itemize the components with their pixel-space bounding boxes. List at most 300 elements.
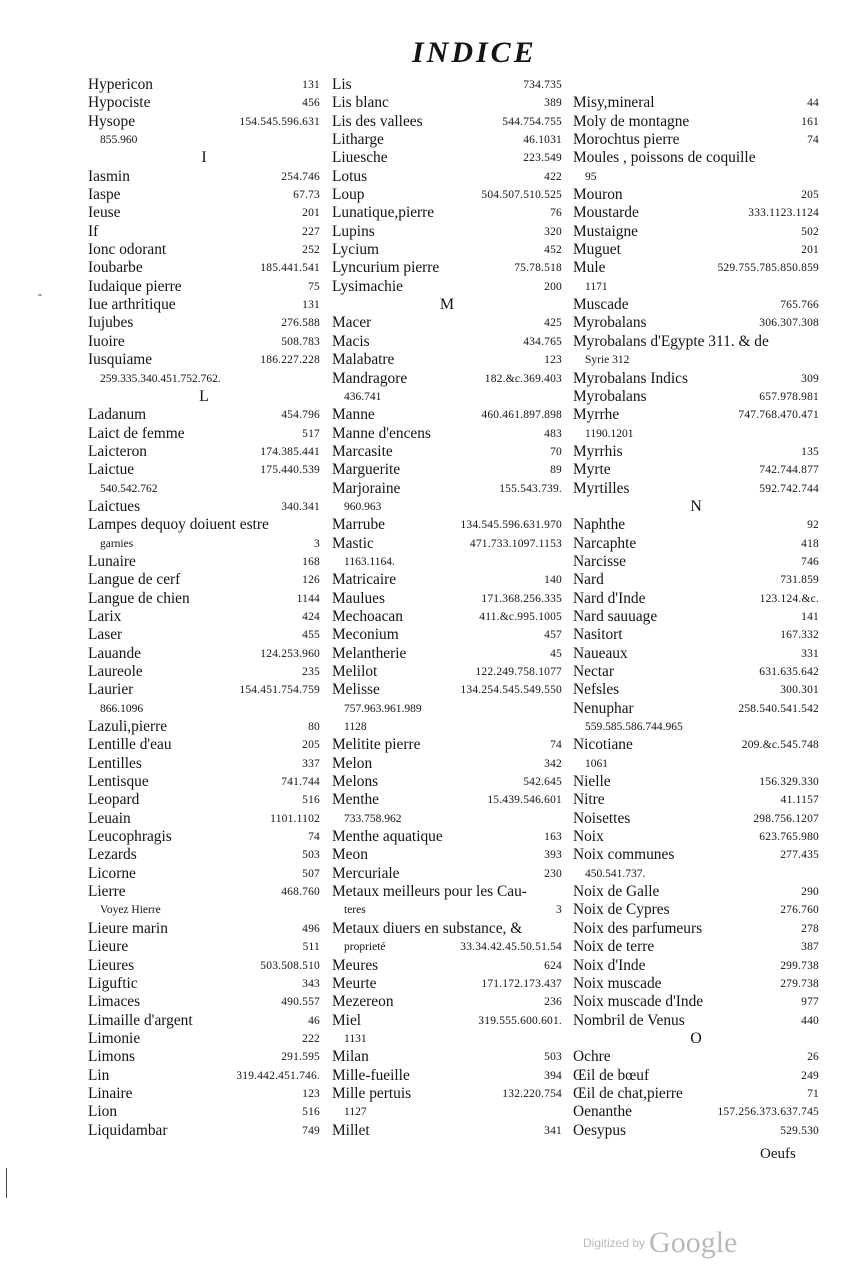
index-entry xyxy=(573,406,819,424)
entry-pages: 67.73 xyxy=(293,189,320,202)
entry-term: Larix xyxy=(88,607,122,625)
entry-term: Muscade xyxy=(573,296,629,314)
index-entry xyxy=(88,1103,320,1121)
entry-pages: 503 xyxy=(544,1051,562,1064)
entry-term: Menthe aquatique xyxy=(332,828,443,846)
index-entry xyxy=(88,406,320,424)
index-entry xyxy=(573,773,819,791)
entry-term: Miel xyxy=(332,1011,362,1029)
entry-pages: 343 xyxy=(302,977,320,990)
index-entry xyxy=(573,975,819,993)
entry-term: Limaille d'argent xyxy=(88,1011,193,1029)
entry-pages: 131 xyxy=(302,299,320,312)
index-entry xyxy=(332,314,562,332)
margin-speck: “ xyxy=(38,292,42,302)
entry-term: Liquidambar xyxy=(88,1121,168,1139)
entry-pages: 291.595 xyxy=(281,1051,320,1064)
entry-term: Melons xyxy=(332,773,379,791)
entry-term: Marcasite xyxy=(332,442,393,460)
index-entry xyxy=(332,94,562,112)
entry-pages: 75 xyxy=(308,280,320,293)
entry-term: Noix de terre xyxy=(573,938,655,956)
entry-term: Liuesche xyxy=(332,149,388,167)
entry-pages: 157.256.373.637.745 xyxy=(717,1106,819,1119)
index-entry-continuation xyxy=(88,370,320,388)
index-entry xyxy=(332,755,562,773)
entry-term: Noix communes xyxy=(573,846,675,864)
entry-term: Oesypus xyxy=(573,1121,627,1139)
index-entry xyxy=(88,186,320,204)
entry-pages: 161 xyxy=(801,115,819,128)
catchword: Oeufs xyxy=(760,1146,796,1162)
entry-pages: 154.451.754.759 xyxy=(239,684,320,697)
entry-pages: 440 xyxy=(801,1014,819,1027)
index-entry xyxy=(332,333,562,351)
index-entry xyxy=(88,810,320,828)
entry-term: Myrobalans xyxy=(573,314,647,332)
index-entry xyxy=(332,76,562,94)
entry-term: Lis blanc xyxy=(332,94,389,112)
entry-pages: 15.439.546.601 xyxy=(487,794,562,807)
entry-pages: 175.440.539 xyxy=(260,464,320,477)
digitized-watermark xyxy=(583,1226,737,1260)
index-entry xyxy=(88,993,320,1011)
index-entry-continuation xyxy=(332,388,562,406)
entry-term: Lupins xyxy=(332,222,375,240)
entry-pages: 977 xyxy=(801,996,819,1009)
entry-term: Noix des parfumeurs xyxy=(573,919,703,937)
entry-term: Naphthe xyxy=(573,516,626,534)
entry-pages: 452 xyxy=(544,244,562,257)
entry-term: Meon xyxy=(332,846,368,864)
entry-pages: 74 xyxy=(308,831,320,844)
index-entry xyxy=(88,755,320,773)
entry-pages: 299.738 xyxy=(780,959,819,972)
index-entry xyxy=(573,957,819,975)
index-entry xyxy=(573,901,819,919)
entry-pages: 306.307.308 xyxy=(759,317,819,330)
entry-term: Mandragore xyxy=(332,369,408,387)
entry-term: Myrtilles xyxy=(573,479,630,497)
entry-pages: 70 xyxy=(550,445,562,458)
index-entry xyxy=(332,883,562,901)
entry-pages: 3 xyxy=(556,904,562,917)
entry-pages: 340.341 xyxy=(281,500,320,513)
index-entry xyxy=(88,94,320,112)
index-entry xyxy=(88,443,320,461)
entry-term: Marguerite xyxy=(332,461,401,479)
index-entry xyxy=(573,94,819,112)
entry-pages: 529.755.785.850.859 xyxy=(717,262,819,275)
entry-term: Lentilles xyxy=(88,754,142,772)
entry-pages: 747.768.470.471 xyxy=(738,409,819,422)
entry-term: Lunatique,pierre xyxy=(332,204,435,222)
index-entry xyxy=(573,883,819,901)
entry-term: Nefsles xyxy=(573,681,620,699)
section-letter-text: M xyxy=(439,296,455,314)
entry-term: Naueaux xyxy=(573,644,628,662)
entry-term: Iusquiame xyxy=(88,351,153,369)
section-letter xyxy=(88,388,320,406)
index-entry xyxy=(88,791,320,809)
entry-term: Muguet xyxy=(573,241,621,259)
entry-pages: 319.442.451.746. xyxy=(236,1069,320,1082)
entry-pages: 134.254.545.549.550 xyxy=(460,684,562,697)
entry-term: Leopard xyxy=(88,791,140,809)
entry-term: Myrrhis xyxy=(573,442,623,460)
entry-term: Ochre xyxy=(573,1048,611,1066)
entry-term: Myrte xyxy=(573,461,611,479)
entry-pages: 156.329.330 xyxy=(759,776,819,789)
index-entry xyxy=(573,1012,819,1030)
entry-term: 855.960 xyxy=(100,134,138,147)
section-letter xyxy=(573,1030,819,1048)
index-entry xyxy=(88,351,320,369)
entry-pages: 141 xyxy=(801,610,819,623)
entry-pages: 167.332 xyxy=(780,629,819,642)
index-entry xyxy=(332,975,562,993)
entry-pages: 201 xyxy=(302,207,320,220)
entry-term: Mille pertuis xyxy=(332,1084,412,1102)
entry-term: Laictue xyxy=(88,461,135,479)
index-entry xyxy=(332,1012,562,1030)
entry-pages: 393 xyxy=(544,849,562,862)
index-entry xyxy=(88,1048,320,1066)
entry-term: Oenanthe xyxy=(573,1103,632,1121)
entry-pages: 529.530 xyxy=(780,1124,819,1137)
entry-term: Meurte xyxy=(332,974,377,992)
index-entry-continuation xyxy=(332,1103,562,1121)
index-entry xyxy=(573,259,819,277)
index-entry-continuation xyxy=(573,351,819,369)
index-entry xyxy=(332,1085,562,1103)
entry-term: Iuoire xyxy=(88,332,125,350)
index-entry xyxy=(332,461,562,479)
entry-term: Moly de montagne xyxy=(573,112,690,130)
entry-term: Myrobalans Indics xyxy=(573,369,688,387)
index-entry xyxy=(573,681,819,699)
index-entry xyxy=(332,791,562,809)
index-entry xyxy=(88,1067,320,1085)
entry-term: Macer xyxy=(332,314,372,332)
entry-term: Milan xyxy=(332,1048,369,1066)
entry-pages: 174.385.441 xyxy=(260,445,320,458)
section-letter xyxy=(88,149,320,167)
index-entry xyxy=(573,333,819,351)
entry-pages: 1144 xyxy=(296,592,320,605)
entry-term: Nicotiane xyxy=(573,736,633,754)
entry-pages: 186.227.228 xyxy=(260,354,320,367)
entry-pages: 749 xyxy=(302,1124,320,1137)
section-letter-text: I xyxy=(201,149,207,167)
entry-pages: 516 xyxy=(302,1106,320,1119)
entry-term: Noisettes xyxy=(573,809,631,827)
entry-term: Lieure marin xyxy=(88,919,168,937)
index-entry xyxy=(332,168,562,186)
entry-term: 559.585.586.744.965 xyxy=(585,721,683,734)
entry-pages: 504.507.510.525 xyxy=(481,189,562,202)
entry-pages: 337 xyxy=(302,757,320,770)
entry-term: Ioubarbe xyxy=(88,259,143,277)
entry-term: Mastic xyxy=(332,534,374,552)
entry-term: Lycium xyxy=(332,241,380,259)
entry-pages: 131 xyxy=(302,79,320,91)
entry-term: Litharge xyxy=(332,131,384,149)
entry-pages: 155.543.739. xyxy=(499,482,562,495)
entry-term: Lieures xyxy=(88,956,135,974)
entry-pages: 123 xyxy=(544,354,562,367)
index-entry xyxy=(332,663,562,681)
entry-term: Moustarde xyxy=(573,204,639,222)
entry-pages: 623.765.980 xyxy=(759,831,819,844)
index-entry-continuation xyxy=(88,131,320,149)
index-entry xyxy=(88,1030,320,1048)
entry-term: Mercuriale xyxy=(332,864,400,882)
entry-pages: 258.540.541.542 xyxy=(738,702,819,715)
index-entry xyxy=(332,113,562,131)
entry-pages: 657.978.981 xyxy=(759,390,819,403)
entry-pages: 235 xyxy=(302,666,320,678)
entry-term: Laurier xyxy=(88,681,134,699)
entry-term: Ionc odorant xyxy=(88,241,167,259)
index-entry-continuation xyxy=(88,535,320,553)
entry-term: Licorne xyxy=(88,864,136,882)
entry-pages: 154.545.596.631 xyxy=(239,115,320,128)
index-entry xyxy=(88,663,320,681)
index-entry xyxy=(573,810,819,828)
index-entry-continuation xyxy=(573,718,819,736)
page-header: INDICE xyxy=(412,36,537,69)
entry-term: Loup xyxy=(332,186,365,204)
entry-term: Limons xyxy=(88,1048,136,1066)
index-entry xyxy=(332,425,562,443)
entry-pages: 205 xyxy=(801,189,819,202)
index-entry xyxy=(88,828,320,846)
entry-pages: 276.760 xyxy=(780,904,819,917)
index-entry xyxy=(88,626,320,644)
index-entry xyxy=(573,938,819,956)
entry-term: 1171 xyxy=(585,280,608,293)
index-entry xyxy=(332,186,562,204)
entry-pages: 230 xyxy=(544,867,562,880)
index-entry-continuation xyxy=(332,498,562,516)
entry-pages: 122.249.758.1077 xyxy=(475,666,562,678)
index-entry xyxy=(88,920,320,938)
index-entry xyxy=(88,645,320,663)
entry-pages: 542.645 xyxy=(523,776,562,789)
entry-term: Hypericon xyxy=(88,76,153,93)
entry-term: Lieure xyxy=(88,938,129,956)
index-entry xyxy=(332,773,562,791)
index-entry xyxy=(332,865,562,883)
index-entry xyxy=(573,296,819,314)
entry-term: Melon xyxy=(332,754,373,772)
entry-pages: 319.555.600.601. xyxy=(478,1014,562,1027)
index-entry xyxy=(573,443,819,461)
entry-pages: 276.588 xyxy=(281,317,320,330)
entry-term: Leuain xyxy=(88,809,131,827)
entry-term: Lauande xyxy=(88,644,141,662)
entry-term: 1061 xyxy=(585,757,608,770)
entry-pages: 300.301 xyxy=(780,684,819,697)
index-entry xyxy=(332,1067,562,1085)
entry-term: Melantherie xyxy=(332,644,407,662)
entry-term: Ieuse xyxy=(88,204,121,222)
entry-pages: 171.368.256.335 xyxy=(481,592,562,605)
entry-term: Malabatre xyxy=(332,351,395,369)
entry-pages: 746 xyxy=(801,555,819,568)
entry-pages: 341 xyxy=(544,1124,562,1137)
index-entry xyxy=(573,76,819,94)
entry-pages: 41.1157 xyxy=(780,794,819,807)
entry-pages: 411.&c.995.1005 xyxy=(479,610,562,623)
entry-pages: 279.738 xyxy=(780,977,819,990)
index-entry xyxy=(332,443,562,461)
entry-pages: 249 xyxy=(801,1069,819,1082)
index-entry xyxy=(88,608,320,626)
entry-pages: 422 xyxy=(544,170,562,183)
entry-pages: 209.&c.545.748 xyxy=(741,739,819,752)
index-entry xyxy=(88,333,320,351)
entry-pages: 298.756.1207 xyxy=(753,812,819,825)
entry-term: Lis xyxy=(332,76,352,93)
entry-pages: 503.508.510 xyxy=(260,959,320,972)
entry-pages: 205 xyxy=(302,739,320,752)
index-entry xyxy=(332,571,562,589)
index-entry xyxy=(88,975,320,993)
index-entry xyxy=(88,571,320,589)
index-entry xyxy=(88,425,320,443)
index-entry-continuation xyxy=(332,553,562,571)
entry-term: 436.741 xyxy=(344,390,382,403)
entry-term: 866.1096 xyxy=(100,702,144,715)
section-letter xyxy=(573,498,819,516)
entry-term: 540.542.762 xyxy=(100,482,158,495)
entry-pages: 309 xyxy=(801,372,819,385)
entry-pages: 182.&c.369.403 xyxy=(484,372,562,385)
entry-term: 1128 xyxy=(344,721,367,734)
entry-pages: 92 xyxy=(807,519,819,532)
entry-pages: 252 xyxy=(302,244,320,257)
section-letter-text: N xyxy=(690,497,702,515)
entry-term: Nard sauuage xyxy=(573,607,658,625)
entry-term: Laser xyxy=(88,626,123,644)
entry-term: Lazuli,pierre xyxy=(88,718,168,736)
index-entry xyxy=(332,645,562,663)
entry-term: Langue de cerf xyxy=(88,571,181,589)
index-entry xyxy=(88,498,320,516)
index-entry xyxy=(573,480,819,498)
entry-term: Lin xyxy=(88,1066,110,1084)
entry-term: Noix xyxy=(573,828,604,846)
entry-term: Manne xyxy=(332,406,375,424)
entry-term: Mustaigne xyxy=(573,222,638,240)
index-entry xyxy=(332,590,562,608)
entry-pages: 765.766 xyxy=(780,299,819,312)
index-entry-continuation xyxy=(573,865,819,883)
index-entry-continuation xyxy=(573,755,819,773)
index-entry xyxy=(332,370,562,388)
entry-pages: 490.557 xyxy=(281,996,320,1009)
index-entry xyxy=(332,736,562,754)
entry-pages: 44 xyxy=(807,97,819,110)
index-entry xyxy=(88,1122,320,1140)
index-entry xyxy=(88,736,320,754)
index-entry-continuation xyxy=(332,700,562,718)
entry-pages: 592.742.744 xyxy=(759,482,819,495)
entry-pages: 123.124.&c. xyxy=(759,592,819,605)
entry-pages: 227 xyxy=(302,225,320,238)
entry-pages: 508.783 xyxy=(281,335,320,348)
entry-term: Lis des vallees xyxy=(332,112,423,130)
entry-term: Meconium xyxy=(332,626,399,644)
entry-pages: 631.635.642 xyxy=(759,666,819,678)
entry-pages: 277.435 xyxy=(780,849,819,862)
entry-term: Œil de chat,pierre xyxy=(573,1084,683,1102)
index-entry xyxy=(332,259,562,277)
entry-term: If xyxy=(88,222,99,240)
entry-term: 1190.1201 xyxy=(585,427,634,440)
entry-pages: 742.744.877 xyxy=(759,464,819,477)
entry-pages: 425 xyxy=(544,317,562,330)
entry-term: Lampes dequoy doiuent estre xyxy=(88,516,269,534)
entry-term: Melitite pierre xyxy=(332,736,421,754)
entry-pages: 254.746 xyxy=(281,170,320,183)
index-entry xyxy=(332,626,562,644)
entry-pages: 3 xyxy=(314,537,320,550)
entry-pages: 222 xyxy=(302,1032,320,1045)
entry-pages: 471.733.1097.1153 xyxy=(469,537,562,550)
entry-term: Nitre xyxy=(573,791,605,809)
index-entry xyxy=(573,1048,819,1066)
entry-pages: 236 xyxy=(544,996,562,1009)
margin-rule xyxy=(6,1168,7,1198)
index-entry xyxy=(573,700,819,718)
entry-term: Nard xyxy=(573,571,604,589)
index-entry xyxy=(573,1085,819,1103)
index-entry xyxy=(332,535,562,553)
entry-pages: 734.735 xyxy=(523,79,562,91)
index-entry xyxy=(88,957,320,975)
entry-term: Limonie xyxy=(88,1029,141,1047)
index-entry-continuation xyxy=(332,901,562,919)
index-entry xyxy=(88,113,320,131)
entry-term: Mille-fueille xyxy=(332,1066,410,1084)
index-entry xyxy=(573,846,819,864)
index-entry xyxy=(573,131,819,149)
index-entry xyxy=(573,535,819,553)
entry-term: Myrobalans xyxy=(573,387,647,405)
entry-term: Macis xyxy=(332,332,370,350)
index-entry xyxy=(332,351,562,369)
index-entry xyxy=(332,1122,562,1140)
entry-pages: 200 xyxy=(544,280,562,293)
entry-term: Laicteron xyxy=(88,442,147,460)
entry-term: Hypociste xyxy=(88,94,151,112)
entry-pages: 1101.1102 xyxy=(270,812,320,825)
entry-pages: 517 xyxy=(302,427,320,440)
entry-pages: 389 xyxy=(544,97,562,110)
entry-term: Lentille d'eau xyxy=(88,736,172,754)
entry-term: 960.963 xyxy=(344,500,382,513)
entry-pages: 460.461.897.898 xyxy=(481,409,562,422)
entry-pages: 71 xyxy=(807,1087,819,1100)
entry-term: Metaux meilleurs pour les Cau- xyxy=(332,883,527,901)
entry-pages: 394 xyxy=(544,1069,562,1082)
entry-pages: 168 xyxy=(302,555,320,568)
index-entry xyxy=(573,791,819,809)
index-column-1 xyxy=(88,76,320,1140)
